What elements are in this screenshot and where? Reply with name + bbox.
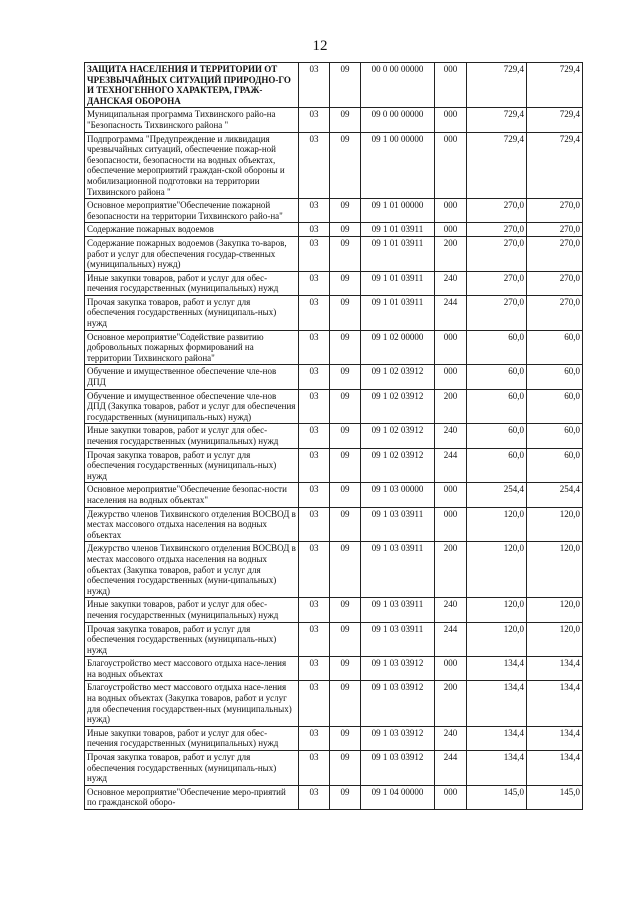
- row-expense-type-code: 244: [435, 295, 467, 330]
- table-row: [85, 132, 583, 199]
- table-row: [85, 507, 583, 542]
- row-name: Содержание пожарных водоемов (Закупка то-варов, работ и услуг для обеспечения государ-ственных (муниципальных) нужд): [85, 236, 299, 271]
- row-amount-1: 60,0: [467, 365, 527, 389]
- row-section-code: 03: [299, 657, 330, 681]
- table-row: [85, 389, 583, 424]
- row-section-code: 03: [299, 483, 330, 507]
- row-amount-2: 60,0: [527, 330, 583, 365]
- row-amount-1: 729,4: [467, 132, 527, 199]
- row-amount-1: 270,0: [467, 223, 527, 237]
- table-row: [85, 598, 583, 622]
- row-subsection-code: 09: [330, 681, 361, 726]
- row-expense-type-code: 000: [435, 132, 467, 199]
- row-name: Прочая закупка товаров, работ и услуг для обеспечения государственных (муниципаль-ных) нужд: [85, 295, 299, 330]
- row-section-code: 03: [299, 63, 330, 108]
- table-row: [85, 223, 583, 237]
- row-target-article-code: 09 1 01 03911: [361, 295, 435, 330]
- row-expense-type-code: 240: [435, 271, 467, 295]
- row-subsection-code: 09: [330, 63, 361, 108]
- row-expense-type-code: 000: [435, 483, 467, 507]
- row-name: Прочая закупка товаров, работ и услуг для обеспечения государственных (муниципаль-ных) нужд: [85, 448, 299, 483]
- row-name: Дежурство членов Тихвинского отделения ВОСВОД в местах массового отдыха населения на водных объектах: [85, 507, 299, 542]
- row-target-article-code: 09 1 02 03912: [361, 365, 435, 389]
- table-row: [85, 236, 583, 271]
- row-expense-type-code: 000: [435, 199, 467, 223]
- row-amount-2: 145,0: [527, 785, 583, 809]
- row-subsection-code: 09: [330, 785, 361, 809]
- row-amount-2: 60,0: [527, 389, 583, 424]
- row-amount-1: 134,4: [467, 681, 527, 726]
- row-amount-2: 120,0: [527, 542, 583, 598]
- row-section-code: 03: [299, 424, 330, 448]
- row-name: Основное мероприятие"Обеспечение меро-приятий по гражданской оборо-: [85, 785, 299, 809]
- row-name: Иные закупки товаров, работ и услуг для обес-печения государственных (муниципальных) нужд: [85, 598, 299, 622]
- row-amount-2: 270,0: [527, 236, 583, 271]
- row-expense-type-code: 000: [435, 63, 467, 108]
- row-amount-2: 254,4: [527, 483, 583, 507]
- table-row: [85, 63, 583, 108]
- row-name: Обучение и имущественное обеспечение чле-нов ДПД (Закупка товаров, работ и услуг для обеспечения государственных (муниципаль-ных) нужд): [85, 389, 299, 424]
- row-subsection-code: 09: [330, 657, 361, 681]
- row-expense-type-code: 000: [435, 657, 467, 681]
- row-amount-2: 60,0: [527, 365, 583, 389]
- row-target-article-code: 09 1 02 00000: [361, 330, 435, 365]
- row-name: Основное мероприятие"Содействие развитию добровольных пожарных формирований на территории Тихвинского района": [85, 330, 299, 365]
- row-amount-1: 270,0: [467, 199, 527, 223]
- row-name: Иные закупки товаров, работ и услуг для обес-печения государственных (муниципальных) нужд: [85, 726, 299, 750]
- row-target-article-code: 09 0 00 00000: [361, 108, 435, 132]
- row-subsection-code: 09: [330, 448, 361, 483]
- page-number: 12: [312, 38, 328, 54]
- row-section-code: 03: [299, 365, 330, 389]
- row-subsection-code: 09: [330, 507, 361, 542]
- row-amount-1: 270,0: [467, 295, 527, 330]
- row-section-code: 03: [299, 132, 330, 199]
- table-row: [85, 365, 583, 389]
- row-target-article-code: 09 1 03 03912: [361, 681, 435, 726]
- row-section-code: 03: [299, 271, 330, 295]
- row-section-code: 03: [299, 785, 330, 809]
- row-subsection-code: 09: [330, 132, 361, 199]
- row-amount-1: 60,0: [467, 424, 527, 448]
- table-row: [85, 622, 583, 657]
- row-expense-type-code: 200: [435, 681, 467, 726]
- row-section-code: 03: [299, 726, 330, 750]
- row-amount-1: 120,0: [467, 507, 527, 542]
- row-amount-2: 134,4: [527, 726, 583, 750]
- row-amount-2: 729,4: [527, 108, 583, 132]
- row-expense-type-code: 244: [435, 622, 467, 657]
- row-amount-2: 120,0: [527, 622, 583, 657]
- row-target-article-code: 09 1 03 03911: [361, 542, 435, 598]
- row-amount-2: 134,4: [527, 751, 583, 786]
- row-amount-1: 270,0: [467, 271, 527, 295]
- row-expense-type-code: 200: [435, 236, 467, 271]
- row-subsection-code: 09: [330, 483, 361, 507]
- row-amount-1: 145,0: [467, 785, 527, 809]
- row-expense-type-code: 240: [435, 726, 467, 750]
- row-target-article-code: 09 1 04 00000: [361, 785, 435, 809]
- row-amount-2: 134,4: [527, 657, 583, 681]
- row-name: ЗАЩИТА НАСЕЛЕНИЯ И ТЕРРИТОРИИ ОТ ЧРЕЗВЫЧАЙНЫХ СИТУАЦИЙ ПРИРОДНО-ГО И ТЕХНОГЕННОГО ХАРАКТЕРА, ГРАЖ-ДАНСКАЯ ОБОРОНА: [85, 63, 299, 108]
- row-name: Обучение и имущественное обеспечение чле-нов ДПД: [85, 365, 299, 389]
- row-name: Основное мероприятие"Обеспечение пожарной безопасности на территории Тихвинского райо-на": [85, 199, 299, 223]
- table-row: [85, 108, 583, 132]
- table-row: [85, 785, 583, 809]
- row-expense-type-code: 200: [435, 389, 467, 424]
- row-expense-type-code: 000: [435, 108, 467, 132]
- row-amount-1: 729,4: [467, 108, 527, 132]
- row-name: Дежурство членов Тихвинского отделения ВОСВОД в местах массового отдыха населения на водных объектах (Закупка товаров, работ и услуг для обеспечения государственных (муни-ципальных) нужд): [85, 542, 299, 598]
- row-expense-type-code: 244: [435, 448, 467, 483]
- row-amount-2: 270,0: [527, 199, 583, 223]
- row-target-article-code: 09 1 01 03911: [361, 223, 435, 237]
- table-row: [85, 295, 583, 330]
- row-section-code: 03: [299, 330, 330, 365]
- row-section-code: 03: [299, 448, 330, 483]
- row-target-article-code: 09 1 03 03911: [361, 622, 435, 657]
- row-subsection-code: 09: [330, 598, 361, 622]
- row-expense-type-code: 000: [435, 507, 467, 542]
- row-subsection-code: 09: [330, 365, 361, 389]
- row-name: Иные закупки товаров, работ и услуг для обес-печения государственных (муниципальных) нужд: [85, 271, 299, 295]
- row-target-article-code: 09 1 00 00000: [361, 132, 435, 199]
- row-target-article-code: 09 1 02 03912: [361, 424, 435, 448]
- row-section-code: 03: [299, 236, 330, 271]
- table-row: [85, 448, 583, 483]
- row-subsection-code: 09: [330, 751, 361, 786]
- table-row: [85, 542, 583, 598]
- row-subsection-code: 09: [330, 271, 361, 295]
- row-target-article-code: 09 1 03 03911: [361, 507, 435, 542]
- row-section-code: 03: [299, 199, 330, 223]
- row-subsection-code: 09: [330, 108, 361, 132]
- row-subsection-code: 09: [330, 330, 361, 365]
- row-name: Благоустройство мест массового отдыха насе-ления на водных объектах (Закупка товаров, работ и услуг для обеспечения государствен-ных (муниципальных) нужд): [85, 681, 299, 726]
- row-section-code: 03: [299, 223, 330, 237]
- row-subsection-code: 09: [330, 622, 361, 657]
- row-subsection-code: 09: [330, 424, 361, 448]
- row-amount-2: 120,0: [527, 507, 583, 542]
- row-subsection-code: 09: [330, 389, 361, 424]
- row-amount-2: 270,0: [527, 223, 583, 237]
- row-amount-1: 254,4: [467, 483, 527, 507]
- row-amount-2: 60,0: [527, 424, 583, 448]
- row-name: Содержание пожарных водоемов: [85, 223, 299, 237]
- row-section-code: 03: [299, 681, 330, 726]
- row-section-code: 03: [299, 507, 330, 542]
- row-expense-type-code: 000: [435, 223, 467, 237]
- row-amount-1: 270,0: [467, 236, 527, 271]
- row-name: Подпрограмма "Предупреждение и ликвидация чрезвычайных ситуаций, обеспечение пожар-ной безопасности, безопасности на водных объектах, обеспечение мероприятий граждан-ской обороны и мобилизационной подготовки на территории Тихвинского района ": [85, 132, 299, 199]
- row-section-code: 03: [299, 295, 330, 330]
- row-name: Благоустройство мест массового отдыха насе-ления на водных объектах: [85, 657, 299, 681]
- row-subsection-code: 09: [330, 542, 361, 598]
- table-row: [85, 483, 583, 507]
- row-expense-type-code: 244: [435, 751, 467, 786]
- row-target-article-code: 09 1 01 03911: [361, 236, 435, 271]
- row-subsection-code: 09: [330, 726, 361, 750]
- row-target-article-code: 09 1 02 03912: [361, 448, 435, 483]
- row-amount-2: 270,0: [527, 295, 583, 330]
- row-amount-1: 60,0: [467, 330, 527, 365]
- row-expense-type-code: 000: [435, 330, 467, 365]
- row-amount-2: 729,4: [527, 63, 583, 108]
- row-section-code: 03: [299, 108, 330, 132]
- row-amount-1: 120,0: [467, 622, 527, 657]
- row-expense-type-code: 000: [435, 365, 467, 389]
- row-target-article-code: 09 1 03 03912: [361, 751, 435, 786]
- row-target-article-code: 09 1 02 03912: [361, 389, 435, 424]
- row-target-article-code: 09 1 03 03912: [361, 726, 435, 750]
- row-amount-1: 120,0: [467, 598, 527, 622]
- row-name: Прочая закупка товаров, работ и услуг для обеспечения государственных (муниципаль-ных) нужд: [85, 622, 299, 657]
- row-expense-type-code: 240: [435, 424, 467, 448]
- row-target-article-code: 00 0 00 00000: [361, 63, 435, 108]
- row-name: Основное мероприятие"Обеспечение безопас-ности населения на водных объектах": [85, 483, 299, 507]
- table-row: [85, 751, 583, 786]
- row-amount-2: 270,0: [527, 271, 583, 295]
- row-section-code: 03: [299, 598, 330, 622]
- row-target-article-code: 09 1 03 00000: [361, 483, 435, 507]
- budget-table: [84, 62, 583, 810]
- row-subsection-code: 09: [330, 199, 361, 223]
- row-amount-1: 134,4: [467, 751, 527, 786]
- table-row: [85, 330, 583, 365]
- row-name: Иные закупки товаров, работ и услуг для обес-печения государственных (муниципальных) нужд: [85, 424, 299, 448]
- row-amount-2: 729,4: [527, 132, 583, 199]
- row-amount-1: 120,0: [467, 542, 527, 598]
- row-amount-1: 134,4: [467, 657, 527, 681]
- row-subsection-code: 09: [330, 295, 361, 330]
- row-target-article-code: 09 1 03 03912: [361, 657, 435, 681]
- row-section-code: 03: [299, 622, 330, 657]
- row-target-article-code: 09 1 01 00000: [361, 199, 435, 223]
- row-name: Прочая закупка товаров, работ и услуг для обеспечения государственных (муниципаль-ных) нужд: [85, 751, 299, 786]
- row-expense-type-code: 200: [435, 542, 467, 598]
- table-row: [85, 681, 583, 726]
- row-section-code: 03: [299, 542, 330, 598]
- row-amount-2: 134,4: [527, 681, 583, 726]
- row-target-article-code: 09 1 01 03911: [361, 271, 435, 295]
- row-subsection-code: 09: [330, 223, 361, 237]
- row-amount-2: 120,0: [527, 598, 583, 622]
- row-amount-1: 134,4: [467, 726, 527, 750]
- row-section-code: 03: [299, 389, 330, 424]
- row-expense-type-code: 240: [435, 598, 467, 622]
- row-subsection-code: 09: [330, 236, 361, 271]
- table-row: [85, 199, 583, 223]
- table-row: [85, 271, 583, 295]
- table-row: [85, 726, 583, 750]
- table-row: [85, 657, 583, 681]
- row-expense-type-code: 000: [435, 785, 467, 809]
- row-amount-1: 729,4: [467, 63, 527, 108]
- row-amount-2: 60,0: [527, 448, 583, 483]
- table-row: [85, 424, 583, 448]
- row-section-code: 03: [299, 751, 330, 786]
- row-amount-1: 60,0: [467, 448, 527, 483]
- row-target-article-code: 09 1 03 03911: [361, 598, 435, 622]
- row-amount-1: 60,0: [467, 389, 527, 424]
- row-name: Муниципальная программа Тихвинского райо-на "Безопасность Тихвинского района ": [85, 108, 299, 132]
